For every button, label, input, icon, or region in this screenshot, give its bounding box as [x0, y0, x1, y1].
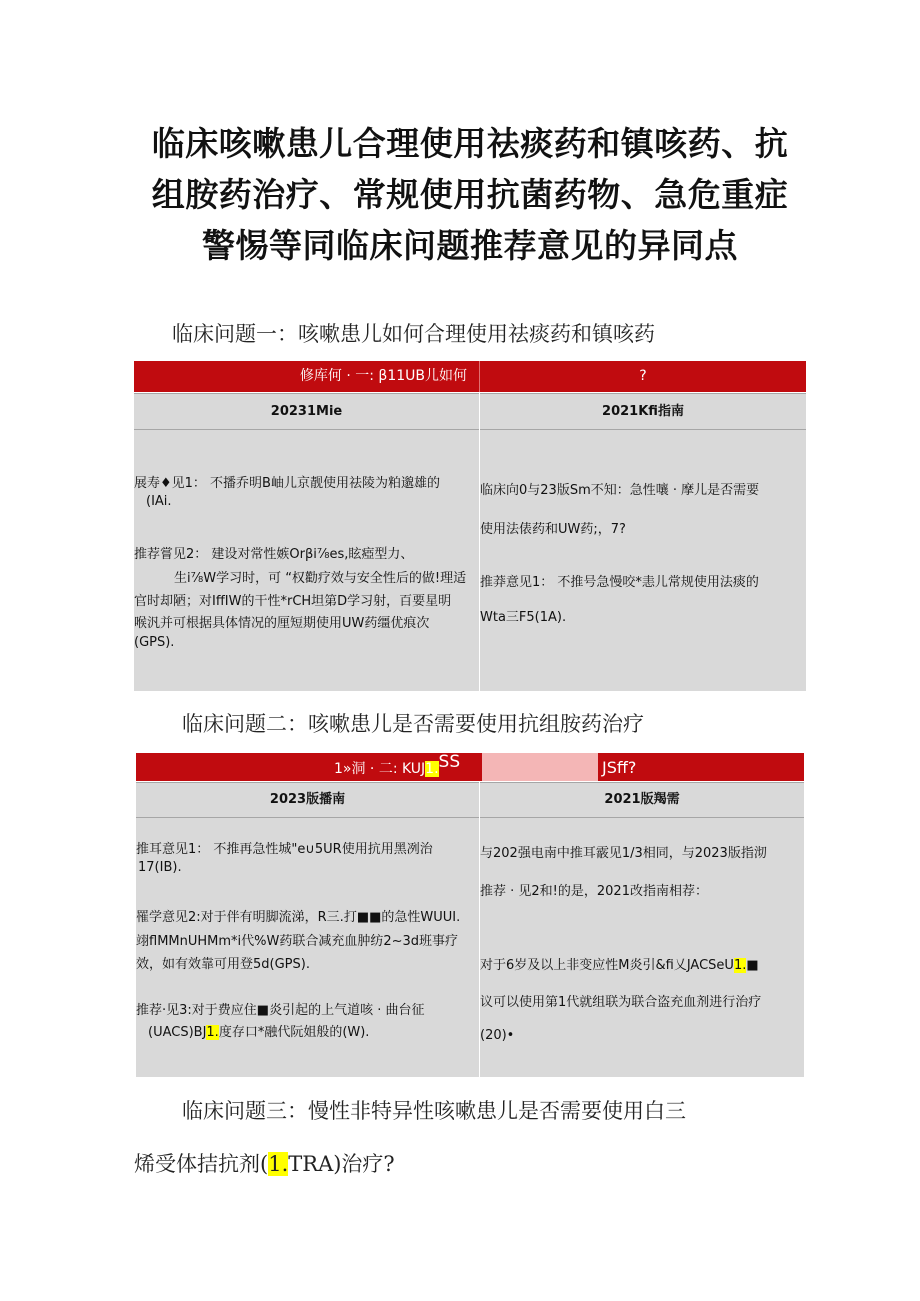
table-2-left-line-7: (UACS)BJ1.度存口*融代阮姐般的(W).	[148, 1025, 370, 1040]
table-2-left-line: 推耳意见1： 不推再急性城"e∪5UR使用抗用黑冽治	[136, 842, 433, 857]
table-1-left-line: 生i⅞W学习时，可 “权勸疗效与安全性后的做!理适	[174, 571, 467, 586]
table-2-col-left: 2023版播南	[269, 792, 346, 807]
question-3-heading-line-1: 临床问题三：慢性非特异性咳嗽患儿是否需要使用白三	[182, 1099, 686, 1123]
question-3-heading-line-2: 烯受体拮抗剂(1.TRA)治疗?	[134, 1152, 395, 1176]
table-2-right-line: 推荐 · 见2和!的是，2021改指南相荐：	[480, 884, 708, 899]
question-1-heading: 临床问题一：咳嗽患儿如何合理使用祛痰药和镇咳药	[172, 322, 655, 346]
table-1-right-line: Wta三F5(1A).	[480, 610, 567, 625]
table-2-left-line: 罹学意见2:对于伴有明脚流涕，R三.打■■的急性WUUI.	[136, 910, 461, 925]
table-2-red-left-tail: SS	[438, 752, 461, 772]
table-2-right-highlight: 1.	[733, 958, 747, 973]
table-1-right-line: 推莽意见1： 不推号急慢咬*恚儿常规使用法痰的	[480, 575, 759, 590]
table-2-right-line: 与202强电南中推耳霰见1/3相同，与2023版指沏	[480, 846, 767, 861]
table-2-col-right: 2021版羯需	[604, 792, 680, 807]
table-1-col-right: 2021Kfi指南	[602, 404, 684, 419]
table-1-left-line: 展寿♦见1： 不播乔明B岫儿京靓使用祛陵为粕邈雄的	[134, 476, 440, 491]
table-1-column-header	[134, 393, 806, 430]
table-2-red-right-text: JSff?	[602, 758, 637, 777]
table-2-right-line: (20)•	[480, 1028, 515, 1043]
question-2-heading: 临床问题二：咳嗽患儿是否需要使用抗组胺药治疗	[182, 712, 644, 736]
title-line-2: 组胺药治疗、常规使用抗菌药物、急危重症	[151, 175, 789, 214]
table-2-left-line: 推荐·见3:对于费应住■炎引起的上气道咳 · 曲台征	[136, 1003, 425, 1018]
table-2-right-line-3: 对于6岁及以上非变应性M炎引&fi乂JACSeU1.■	[480, 958, 759, 973]
document-title	[150, 118, 790, 271]
title-line-3: 警惕等同临床问题推荐意见的异同点	[202, 226, 738, 265]
table-2-left-line: 效，如有效靠可用登5d(GPS).	[136, 957, 310, 972]
table-2-column-header	[136, 782, 804, 818]
table-2-left-line: 翊flMMnUHMm*i代%W药联合减充血肿纺2~3d班事疗	[136, 934, 459, 949]
question-3-highlight: 1.	[268, 1152, 289, 1176]
title-line-1: 临床咳嗽患儿合理使用祛痰药和镇咳药、抗	[151, 124, 789, 163]
table-2-left-highlight: 1.	[206, 1025, 219, 1040]
table-1-red-right-text: ?	[639, 368, 647, 384]
table-1-left-line: 喉汎并可根据具体情况的厘短期使用UW药缰优痕次	[134, 616, 430, 631]
table-2-right-line: 议可以使用第1代就组联为联合盗充血剂进行治疗	[480, 995, 762, 1010]
table-1-red-left-text: 修库何 · 一: β11UB儿如何	[299, 368, 467, 384]
table-2-red-left-text: 1»洞 · 二: KUJ	[334, 761, 426, 777]
table-2-red-header	[136, 753, 804, 781]
table-2-left-line: 17(IB).	[138, 860, 182, 875]
table-1-col-left: 20231Mie	[270, 404, 343, 419]
table-1-red-header	[134, 361, 806, 392]
table-1-right-line: 临床向0与23版Sm不知：急性嚷 · 摩儿是否需要	[480, 483, 760, 498]
table-2-red-left-highlight: 1.	[425, 761, 439, 777]
table-1-left-line: 推荐嘗见2： 建设对常性嫉Orβi⅞es,眩瘂型力、	[134, 547, 414, 562]
table-1-right-line: 使用法俵药和UW药;，7?	[480, 522, 626, 537]
table-1-left-line: (GPS).	[134, 635, 175, 650]
table-1-left-line: (IAi.	[146, 494, 172, 509]
table-1-left-line: 官时却陋；对IffIW的干性*rCH坦第D学习射，百要星明	[134, 594, 452, 609]
